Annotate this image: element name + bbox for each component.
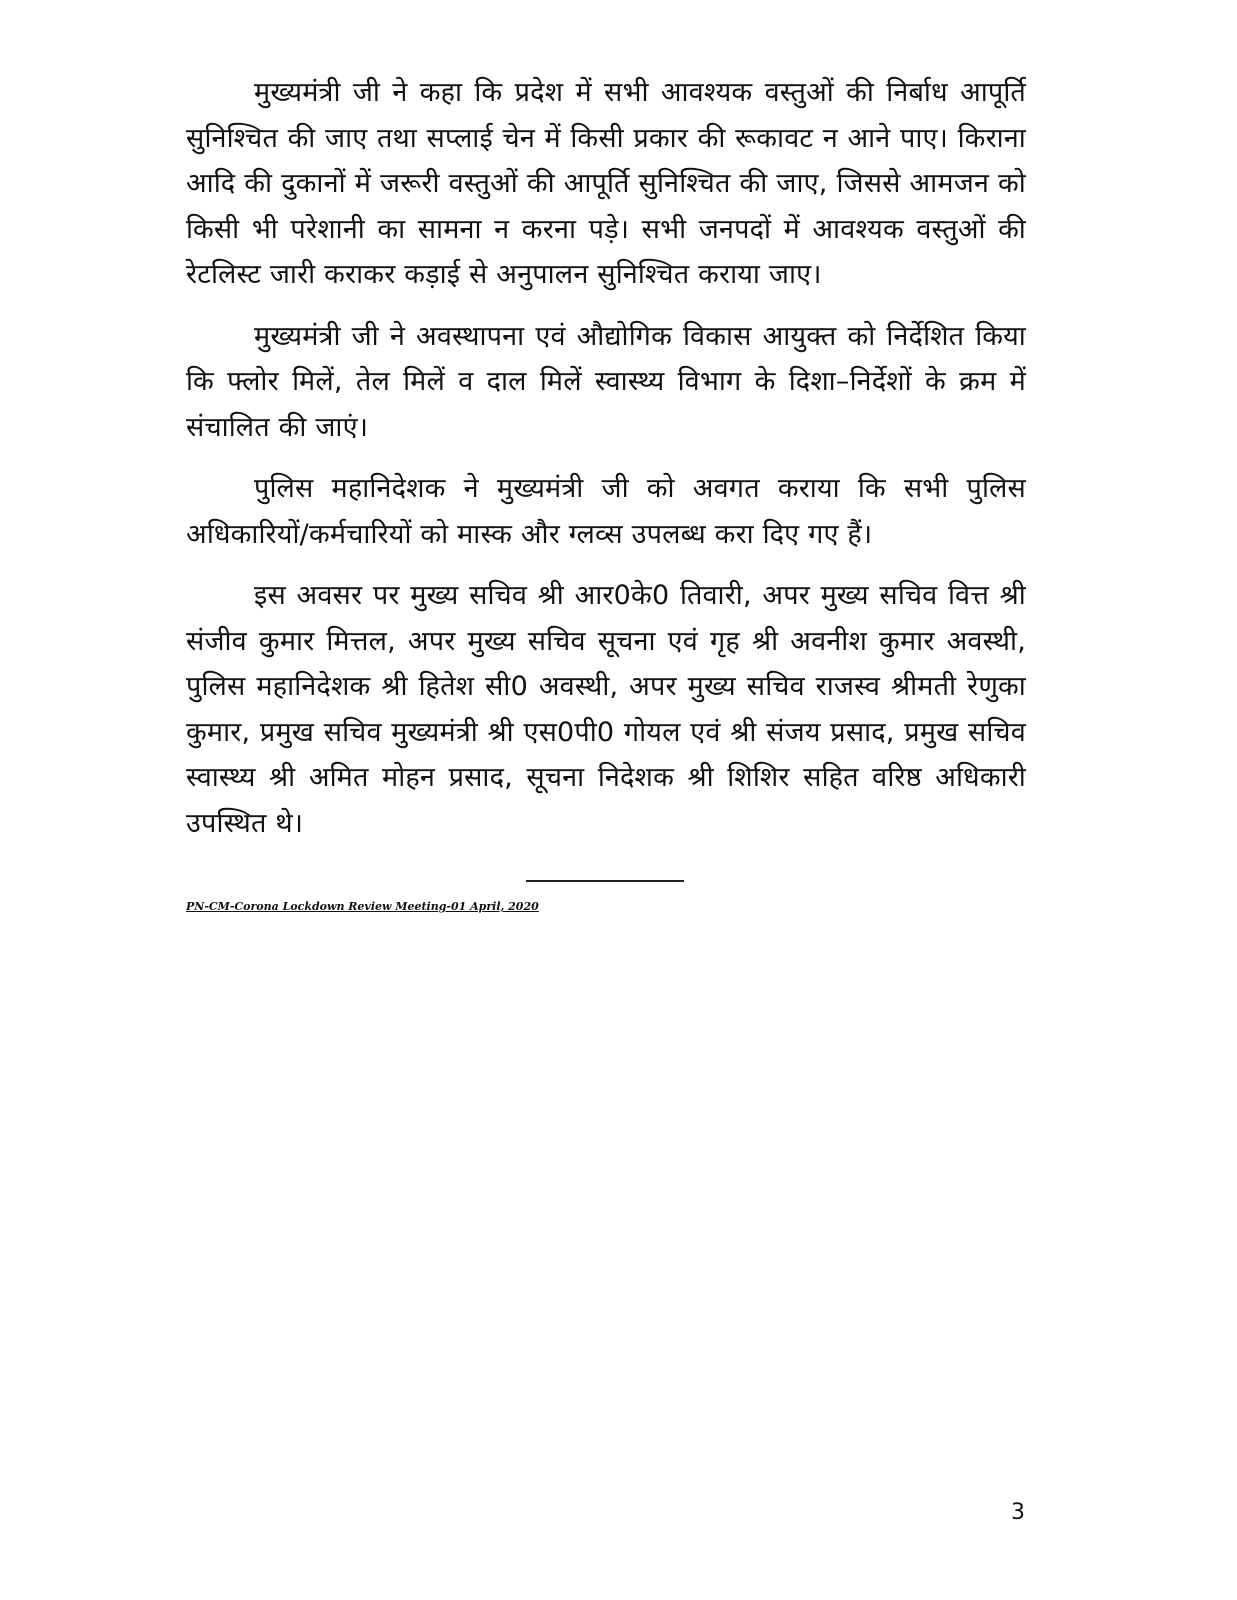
paragraph-police-masks: पुलिस महानिदेशक ने मुख्यमंत्री जी को अवगत कराया कि सभी पुलिस अधिकारियों/कर्मचारियों को मास्क और ग्लव्स उपलब्ध करा दिए गए हैं। (186, 473, 1026, 550)
document-body (186, 70, 1026, 862)
paragraph-attendees: इस अवसर पर मुख्य सचिव श्री आर0के0 तिवारी, अपर मुख्य सचिव वित्त श्री संजीव कुमार मित्तल, अपर मुख्य सचिव सूचना एवं गृह श्री अवनीश कुमार अवस्थी, पुलिस महानिदेशक श्री हितेश सी0 अवस्थी, अपर मुख्य सचिव राजस्व श्रीमती रेणुका कुमार, प्रमुख सचिव मुख्यमंत्री श्री एस0पी0 गोयल एवं श्री संजय प्रसाद, प्रमुख सचिव स्वास्थ्य श्री अमित मोहन प्रसाद, सूचना निदेशक श्री शिशिर सहित वरिष्ठ अधिकारी उपस्थित थे। (186, 580, 1026, 839)
footer-reference: PN-CM-Corona Lockdown Review Meeting-01 April, 2020 (186, 900, 539, 913)
paragraph-mills-operation: मुख्यमंत्री जी ने अवस्थापना एवं औद्योगिक विकास आयुक्त को निर्देशित किया कि फ्लोर मिलें, तेल मिलें व दाल मिलें स्वास्थ्य विभाग के दिशा–निर्देशों के क्रम में संचालित की जाएं। (186, 320, 1026, 443)
end-divider (526, 880, 684, 882)
paragraph-essential-supplies: मुख्यमंत्री जी ने कहा कि प्रदेश में सभी आवश्यक वस्तुओं की निर्बाध आपूर्ति सुनिश्चित की जाए तथा सप्लाई चेन में किसी प्रकार की रूकावट न आने पाए। किराना आदि की दुकानों में जरूरी वस्तुओं की आपूर्ति सुनिश्चित की जाए, जिससे आमजन को किसी भी परेशानी का सामना न करना पड़े। सभी जनपदों में आवश्यक वस्तुओं की रेटलिस्ट जारी कराकर कड़ाई से अनुपालन सुनिश्चित कराया जाए। (186, 77, 1026, 290)
page-number: 3 (1011, 1500, 1025, 1525)
